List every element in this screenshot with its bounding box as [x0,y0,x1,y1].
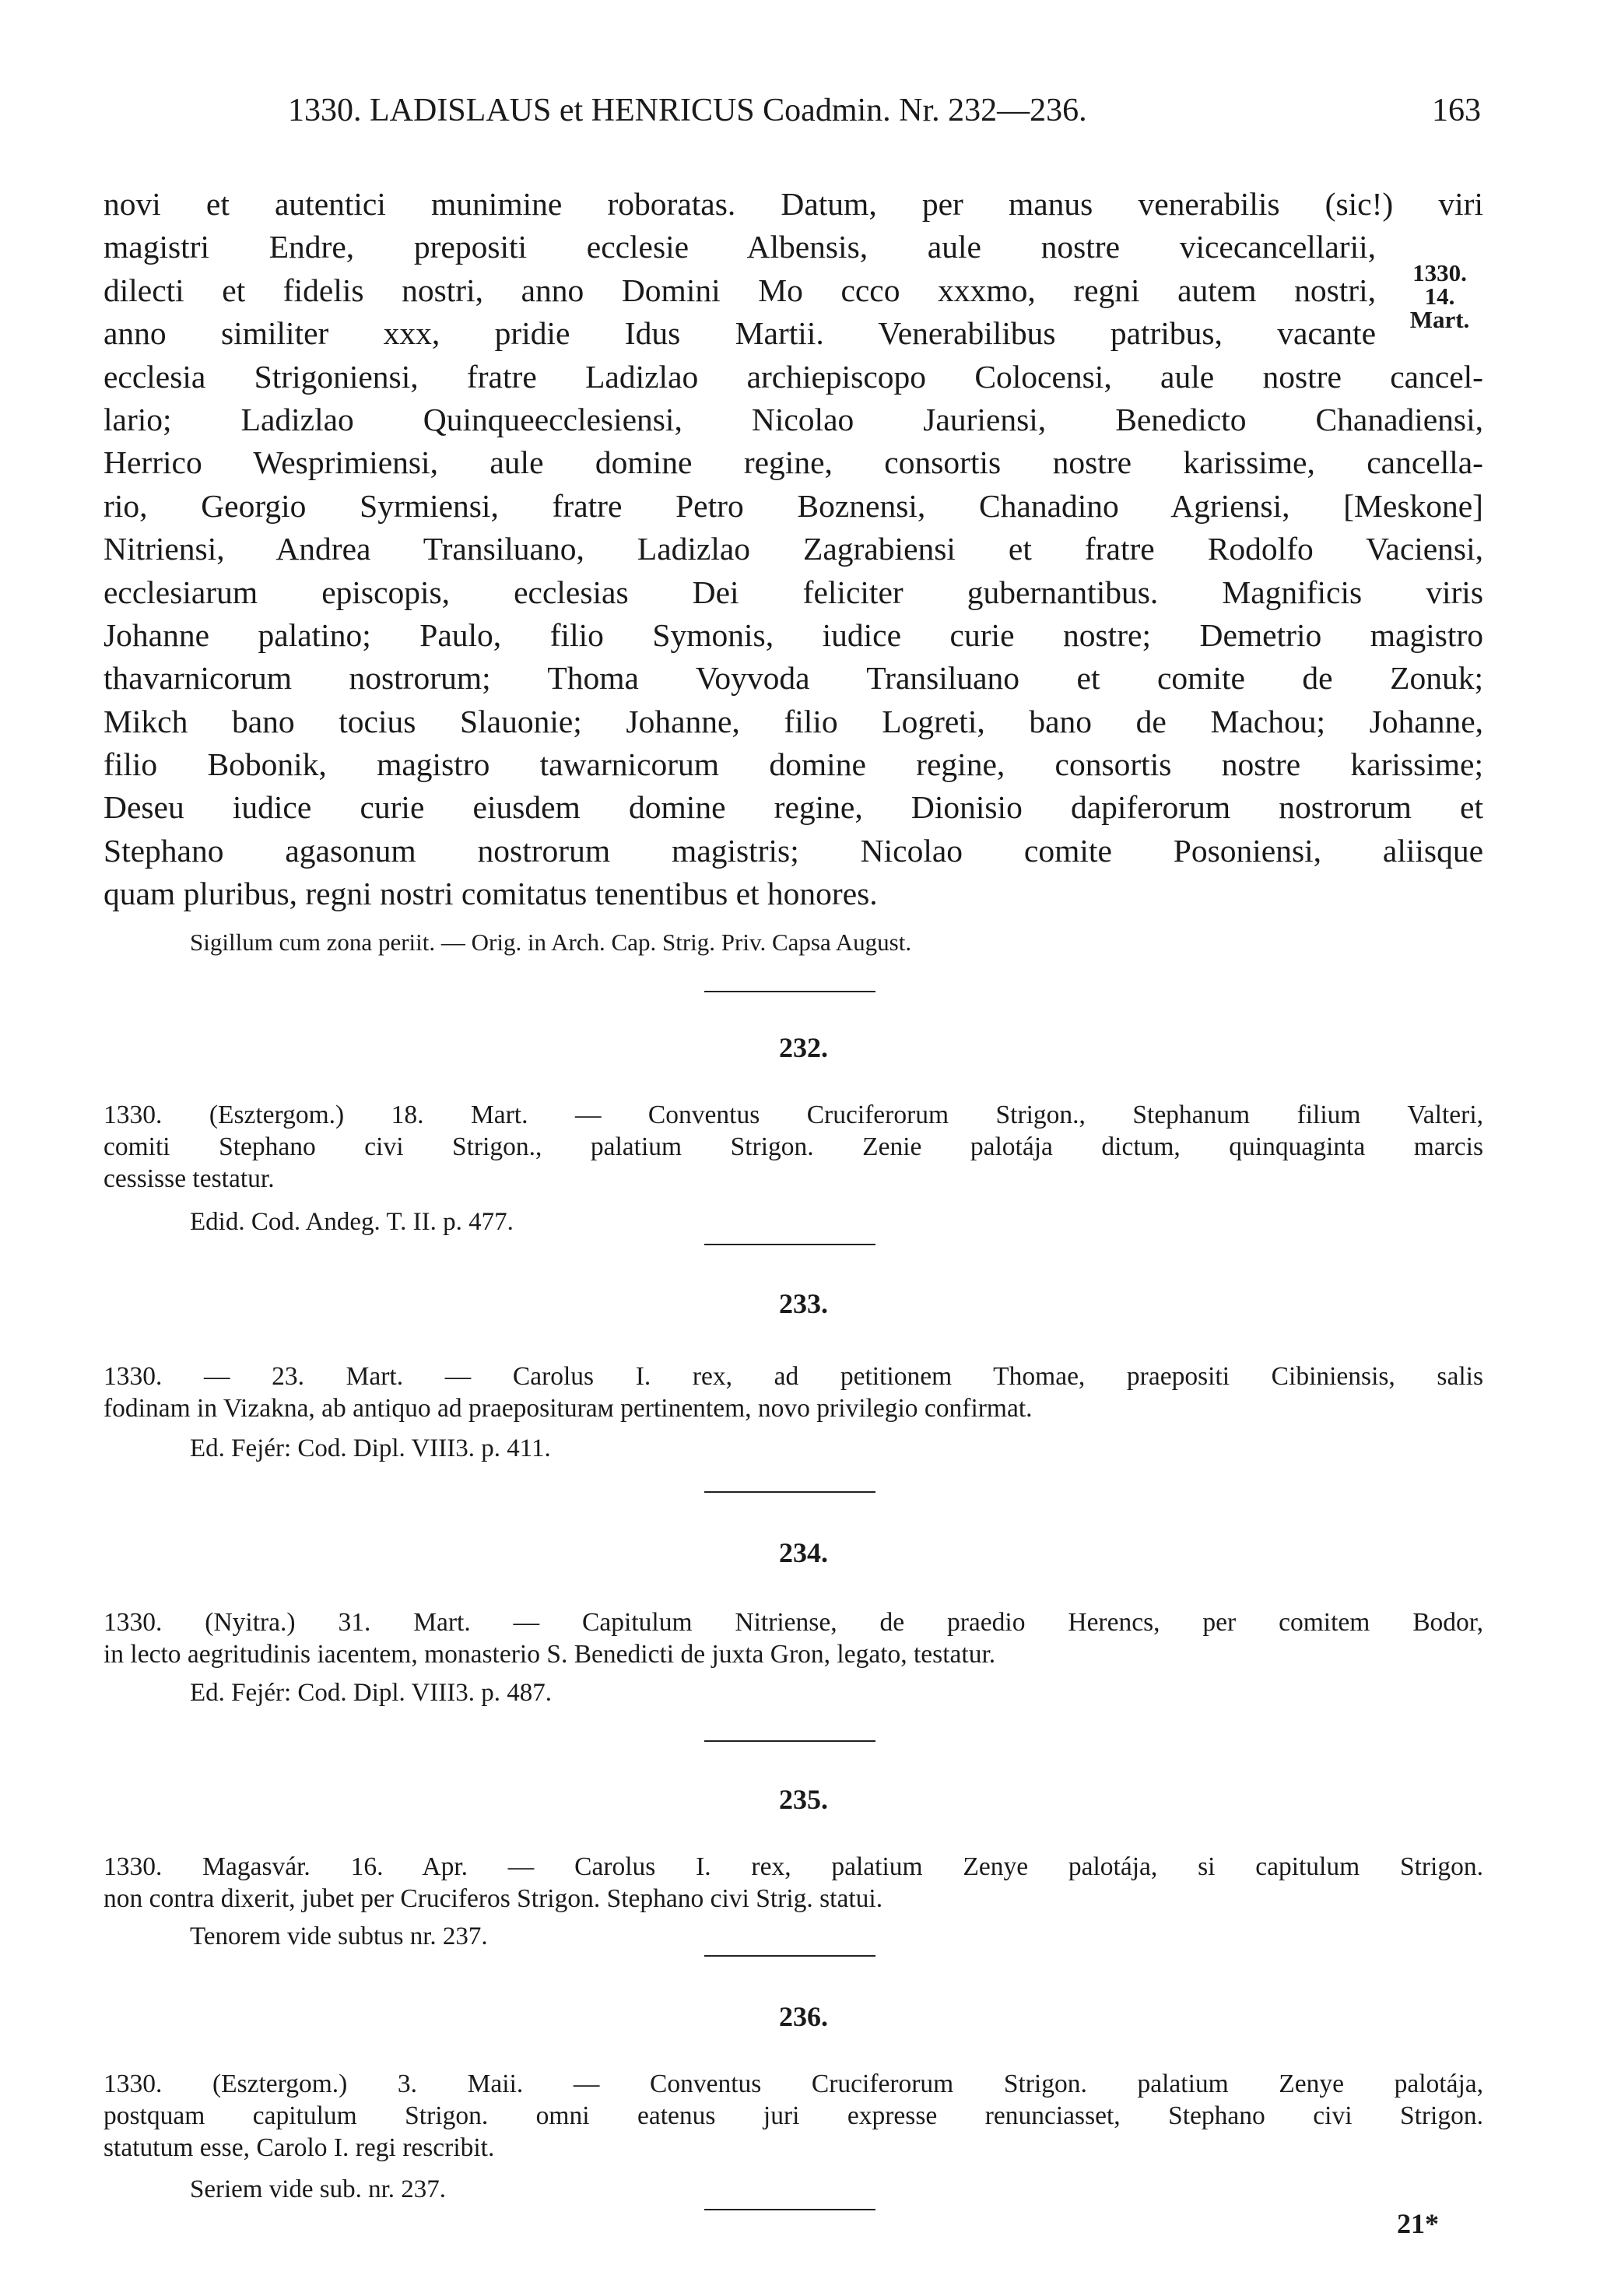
text-line: quam pluribus, regni nostri comitatus tenentibus et honores. [104,876,878,912]
entry-regest [104,1606,1483,1670]
entry-regest [104,1099,1483,1195]
regest-line: in lecto aegritudinis iacentem, monasterio S. Benedicti de juxta Gron, legato, testatur. [104,1640,996,1669]
entry-edition: Edid. Cod. Andeg. T. II. p. 477. [190,1208,514,1236]
separator-rule [704,1955,875,1957]
entry-edition: Seriem vide sub. nr. 237. [190,2175,447,2203]
page-number: 163 [1432,93,1481,128]
text-line: rio, Georgio Syrmiensi, fratre Petro Boznensi, Chanadino Agriensi, [Meskone] [104,487,1483,524]
text-line: magistri Endre, prepositi ecclesie Albensis, aule nostre vicecancellarii, [104,229,1376,265]
regest-line: cessisse testatur. [104,1164,275,1193]
text-line: Deseu iudice curie eiusdem domine regine, Dionisio dapiferorum nostrorum et [104,789,1483,826]
regest-line: 1330. (Esztergom.) 3. Maii. — Conventus Cruciferorum Strigon. palatium Zenye palotája, [104,2070,1483,2098]
regest-line: 1330. (Nyitra.) 31. Mart. — Capitulum Nitriense, de praedio Herencs, per comitem Bodor, [104,1608,1483,1637]
entry-regest [104,1360,1483,1424]
regest-line: comiti Stephano civi Strigon., palatium Strigon. Zenie palotája dictum, quinquaginta marcis [104,1132,1483,1161]
entry-edition: Ed. Fejér: Cod. Dipl. VIII3. p. 411. [190,1434,551,1462]
margin-year: 1330. [1412,259,1467,286]
running-header [104,87,1481,134]
regest-line: 1330. (Esztergom.) 18. Mart. — Conventus Cruciferorum Strigon., Stephanum filium Valteri, [104,1101,1483,1129]
entry-number: 233. [779,1288,828,1319]
margin-day: 14. Mart. [1409,283,1470,333]
header-title: 1330. LADISLAUS et HENRICUS Coadmin. Nr. 232—236. [288,93,1087,128]
text-line: lario; Ladizlao Quinqueecclesiensi, Nicolao Jauriensi, Benedicto Chanadiensi, [104,401,1483,437]
entry-regest [104,2068,1483,2164]
regest-line: postquam capitulum Strigon. omni eatenus juri expresse renunciasset, Stephano civi Strigon. [104,2101,1483,2130]
text-line: Mikch bano tocius Slauonie; Johanne, filio Logreti, bano de Machou; Johanne, [104,703,1483,739]
text-line: thavarnicorum nostrorum; Thoma Voyvoda Transiluano et comite de Zonuk; [104,660,1483,697]
entry-regest [104,1851,1483,1915]
text-line: filio Bobonik, magistro tawarnicorum domine regine, consortis nostre karissime; [104,746,1483,783]
text-line: anno similiter xxx, pridie Idus Martii. Venerabilibus patribus, vacante [104,315,1376,352]
text-line: ecclesia Strigoniensi, fratre Ladizlao archiepiscopo Colocensi, aule nostre cancel- [104,358,1483,395]
regest-line: fodinam in Vizakna, ab antiquo ad praepositurам pertinentem, novo privilegio confirmat. [104,1394,1033,1423]
source-note: Sigillum cum zona periit. — Orig. in Arch. Cap. Strig. Priv. Capsa August. [190,929,912,956]
separator-rule [704,991,875,992]
entry-edition: Tenorem vide subtus nr. 237. [190,1922,488,1950]
separator-rule [704,1244,875,1245]
entry-number: 232. [779,1032,828,1063]
regest-line: statutum esse, Carolo I. regi rescribit. [104,2133,495,2162]
separator-rule [704,1740,875,1742]
signature-mark: 21* [1397,2208,1439,2239]
text-line: novi et autentici munimine roboratas. Datum, per manus venerabilis (sic!) viri [104,186,1483,222]
entry-edition: Ed. Fejér: Cod. Dipl. VIII3. p. 487. [190,1679,553,1707]
entry-number: 234. [779,1537,828,1568]
separator-rule [704,2209,875,2210]
entry-number: 236. [779,2001,828,2032]
regest-line: 1330. — 23. Mart. — Carolus I. rex, ad petitionem Thomae, praepositi Cibiniensis, salis [104,1362,1483,1391]
text-line: dilecti et fidelis nostri, anno Domini Mo ccco xxxmo, regni autem nostri, [104,272,1376,308]
charter-text [104,183,1483,916]
entry-number: 235. [779,1784,828,1815]
margin-date [1393,259,1486,333]
regest-line: non contra dixerit, jubet per Cruciferos Strigon. Stephano civi Strig. statui. [104,1884,883,1913]
text-line: ecclesiarum episcopis, ecclesias Dei feliciter gubernantibus. Magnificis viris [104,574,1483,610]
text-line: Johanne palatino; Paulo, filio Symonis, iudice curie nostre; Demetrio magistro [104,616,1483,653]
text-line: Nitriensi, Andrea Transiluano, Ladizlao Zagrabiensi et fratre Rodolfo Vaciensi, [104,531,1483,567]
text-line: Herrico Wesprimiensi, aule domine regine, consortis nostre karissime, cancella- [104,444,1483,481]
separator-rule [704,1491,875,1493]
regest-line: 1330. Magasvár. 16. Apr. — Carolus I. rex, palatium Zenye palotája, si capitulum Strigon. [104,1852,1483,1881]
text-line: Stephano agasonum nostrorum magistris; Nicolao comite Posoniensi, aliisque [104,832,1483,869]
